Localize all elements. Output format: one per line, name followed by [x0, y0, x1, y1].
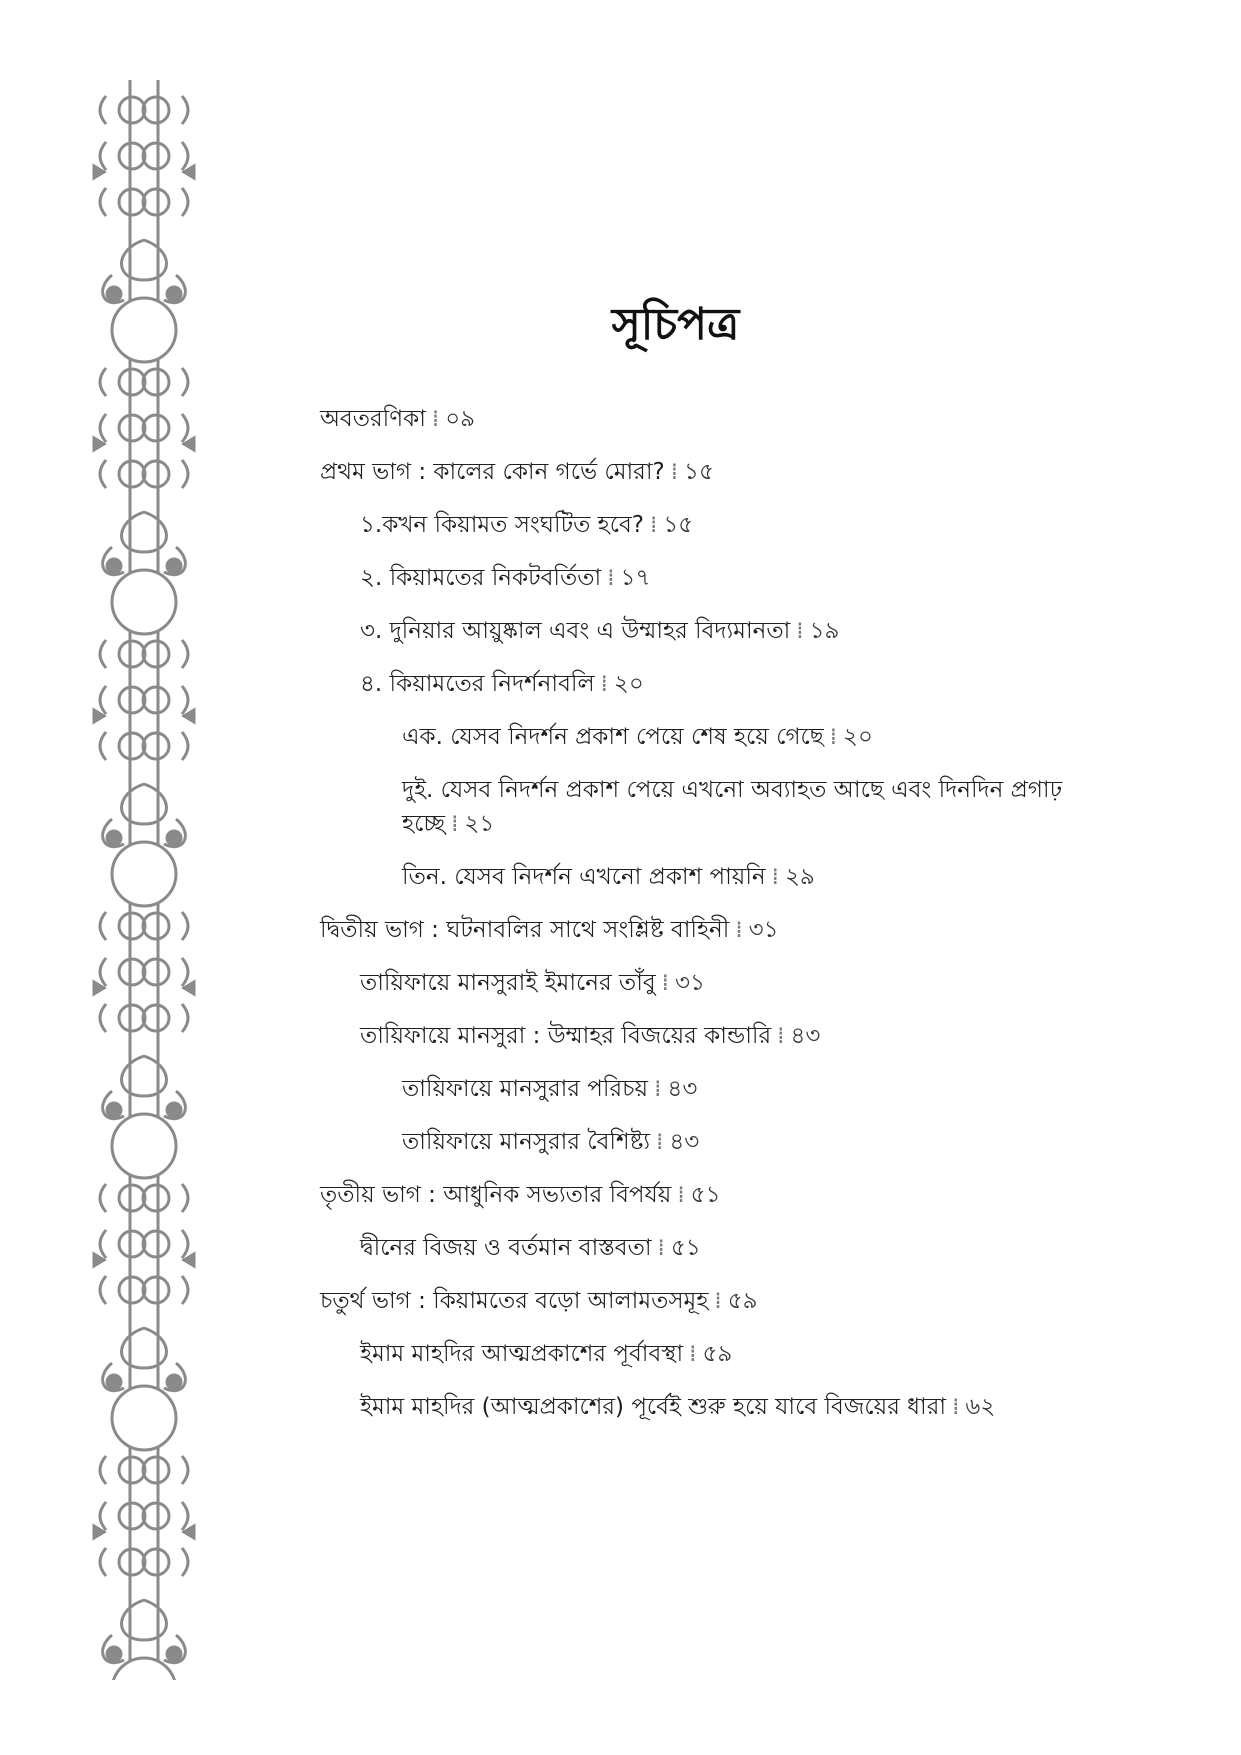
dotted-separator-icon: ⁞ [689, 1341, 697, 1367]
toc-entry-title: ইমাম মাহদির আত্মপ্রকাশের পূর্বাবস্থা [360, 1341, 684, 1367]
dotted-separator-icon: ⁞ [796, 618, 804, 644]
toc-entry-title: তায়িফায়ে মানসুরার বৈশিষ্ট্য [402, 1129, 651, 1155]
toc-entry[interactable] [320, 1231, 1080, 1265]
table-of-contents [320, 402, 1080, 1443]
toc-entry-page: ৫৯ [702, 1341, 733, 1367]
toc-entry[interactable] [320, 966, 1080, 1000]
toc-entry-page: ১৫ [684, 459, 714, 485]
toc-entry[interactable] [320, 1072, 1080, 1106]
toc-entry-page: ০৯ [445, 406, 476, 432]
dotted-separator-icon: ⁞ [670, 459, 679, 485]
toc-entry-title: দুই. যেসব নিদর্শন প্রকাশ পেয়ে এখনো অব্যাহত আছে এবং দিনদিন প্রগাঢ় হচ্ছে [402, 777, 1063, 837]
dotted-separator-icon: ⁞ [431, 406, 440, 432]
dotted-separator-icon: ⁞ [657, 1235, 665, 1261]
dotted-separator-icon: ⁞ [656, 1129, 664, 1155]
toc-entry[interactable] [320, 1284, 1080, 1318]
toc-entry-title: তায়িফায়ে মানসুরা : উম্মাহর বিজয়ের কান্ডারি [360, 1023, 772, 1049]
dotted-separator-icon: ⁞ [829, 724, 838, 750]
toc-entry-page: ৪৩ [790, 1023, 821, 1049]
toc-entry-page: ৫১ [690, 1182, 721, 1208]
toc-entry[interactable] [320, 561, 1080, 595]
dotted-separator-icon: ⁞ [714, 1288, 722, 1314]
toc-entry-title: অবতরণিকা [320, 406, 426, 432]
toc-entry-title: তৃতীয় ভাগ : আধুনিক সভ্যতার বিপর্যয় [320, 1182, 672, 1208]
toc-entry-title: ৪. কিয়ামতের নিদর্শনাবলি [360, 671, 595, 697]
toc-entry-title: দ্বিতীয় ভাগ : ঘটনাবলির সাথে সংশ্লিষ্ট বাহিনী [320, 917, 730, 943]
toc-entry-title: এক. যেসব নিদর্শন প্রকাশ পেয়ে শেষ হয়ে গেছে [402, 724, 824, 750]
toc-entry[interactable] [320, 720, 1080, 754]
toc-entry-title: ১.কখন কিয়ামত সংঘটিত হবে? [360, 512, 645, 538]
dotted-separator-icon: ⁞ [677, 1182, 685, 1208]
dotted-separator-icon: ⁞ [952, 1394, 960, 1420]
dotted-separator-icon: ⁞ [771, 864, 779, 890]
dotted-separator-icon: ⁞ [600, 671, 608, 697]
dotted-separator-icon: ⁞ [777, 1023, 785, 1049]
toc-entry-page: ৬২ [965, 1394, 996, 1420]
toc-entry[interactable] [320, 1178, 1080, 1212]
toc-entry-title: প্রথম ভাগ : কালের কোন গর্ভে মোরা? [320, 459, 665, 485]
toc-entry-page: ১৭ [620, 565, 651, 591]
dotted-separator-icon: ⁞ [607, 565, 615, 591]
toc-entry-title: তিন. যেসব নিদর্শন এখনো প্রকাশ পায়নি [402, 864, 766, 890]
toc-entry[interactable] [320, 1125, 1080, 1159]
dotted-separator-icon: ⁞ [735, 917, 743, 943]
toc-entry-page: ১৯ [809, 618, 840, 644]
toc-entry-title: চতুর্থ ভাগ : কিয়ামতের বড়ো আলামতসমূহ [320, 1288, 709, 1314]
toc-entry[interactable] [320, 667, 1080, 701]
toc-entry-page: ৫১ [670, 1235, 701, 1261]
toc-entry-title: তায়িফায়ে মানসুরার পরিচয় [402, 1076, 649, 1102]
toc-entry-page: ৩১ [748, 917, 779, 943]
dotted-separator-icon: ⁞ [650, 512, 658, 538]
toc-entry-page: ৫৯ [727, 1288, 758, 1314]
toc-entry[interactable] [320, 455, 1080, 489]
toc-entry[interactable] [320, 1019, 1080, 1053]
toc-entry[interactable] [320, 860, 1080, 894]
toc-entry[interactable] [320, 508, 1080, 542]
toc-entry-page: ৪৩ [667, 1076, 698, 1102]
toc-entry[interactable] [320, 1337, 1080, 1371]
toc-entry-page: ৩১ [674, 970, 705, 996]
toc-entry[interactable] [320, 773, 1080, 841]
toc-entry-page: ২০ [613, 671, 644, 697]
toc-entry-page: ১৫ [663, 512, 694, 538]
page-title: সূচিপত্র [611, 299, 740, 351]
toc-entry-page: ২৯ [784, 864, 815, 890]
toc-entry-title: ২. কিয়ামতের নিকটবর্তিতা [360, 565, 602, 591]
toc-entry-title: তায়িফায়ে মানসুরাই ইমানের তাঁবু [360, 970, 656, 996]
toc-entry-title: ৩. দুনিয়ার আয়ুষ্কাল এবং এ উম্মাহর বিদ্যমানতা [360, 618, 791, 644]
toc-entry[interactable] [320, 1390, 1080, 1424]
dotted-separator-icon: ⁞ [661, 970, 669, 996]
dotted-separator-icon: ⁞ [654, 1076, 662, 1102]
toc-entry[interactable] [320, 913, 1080, 947]
toc-entry-page: ২১ [464, 811, 495, 837]
dotted-separator-icon: ⁞ [451, 811, 459, 837]
toc-entry-title: ইমাম মাহদির (আত্মপ্রকাশের) পূর্বেই শুরু হয়ে যাবে বিজয়ের ধারা [360, 1394, 947, 1420]
toc-entry[interactable] [320, 614, 1080, 648]
toc-entry-title: দ্বীনের বিজয় ও বর্তমান বাস্তবতা [360, 1235, 652, 1261]
toc-entry[interactable] [320, 402, 1080, 436]
toc-entry-page: ২০ [843, 724, 873, 750]
toc-entry-page: ৪৩ [669, 1129, 700, 1155]
